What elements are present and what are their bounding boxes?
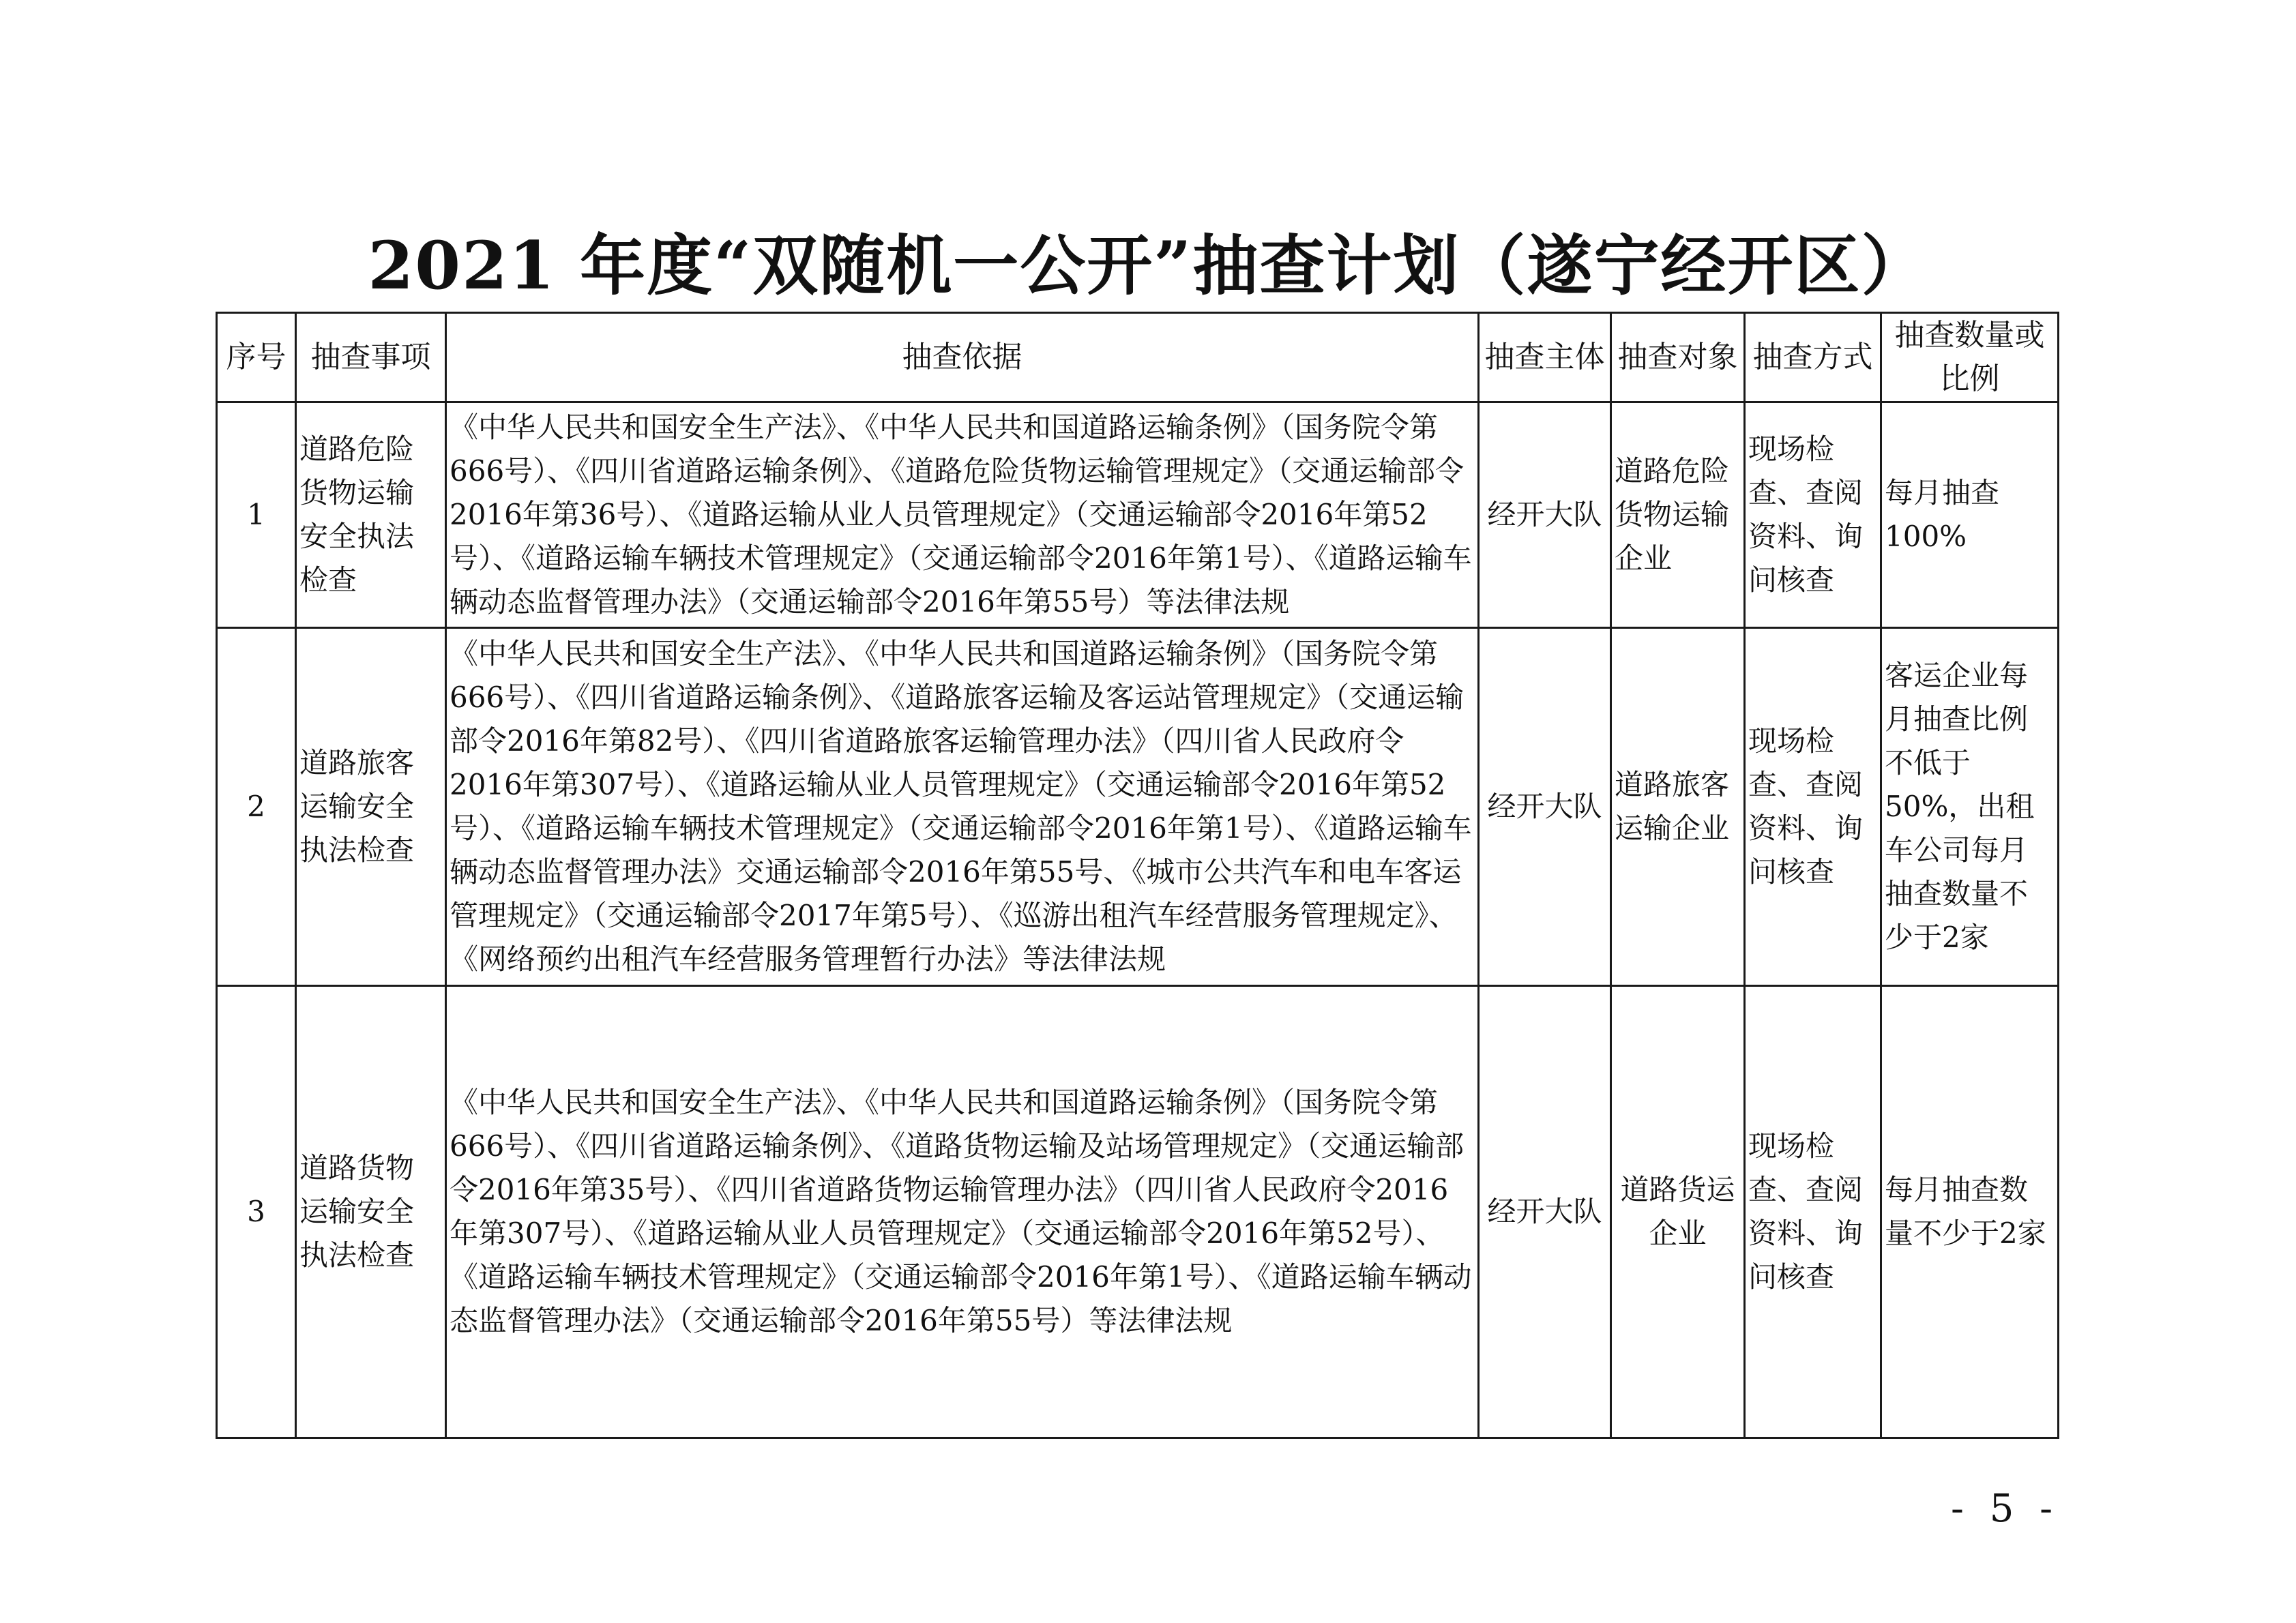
header-mode: 抽查方式 bbox=[1745, 313, 1881, 402]
row-item: 道路危险货物运输安全执法检查 bbox=[296, 402, 446, 628]
row-subject: 经开大队 bbox=[1479, 986, 1611, 1438]
header-index: 序号 bbox=[217, 313, 296, 402]
row-subject: 经开大队 bbox=[1479, 402, 1611, 628]
row-target: 道路旅客运输企业 bbox=[1611, 628, 1745, 986]
row-basis: 《中华人民共和国安全生产法》、《中华人民共和国道路运输条例》（国务院令第666号）、《四川省道路运输条例》、《道路货物运输及站场管理规定》（交通运输部令2016年第35号）、《四川省道路货物运输管理办法》（四川省人民政府令2016年第307号）、《道路运输从业人员管理规定》（交通运输部令2016年第52号）、《道路运输车辆技术管理规定》（交通运输部令2016年第1号）、《道路运输车辆动态监督管理办法》（交通运输部令2016年第55号）等法律法规 bbox=[446, 986, 1479, 1438]
row-subject: 经开大队 bbox=[1479, 628, 1611, 986]
header-subject: 抽查主体 bbox=[1479, 313, 1611, 402]
page-title: 2021 年度“双随机一公开”抽查计划（遂宁经开区） bbox=[368, 227, 1928, 304]
table-row bbox=[217, 402, 2059, 628]
header-target: 抽查对象 bbox=[1611, 313, 1745, 402]
row-index: 3 bbox=[217, 986, 296, 1438]
row-target: 道路危险货物运输企业 bbox=[1611, 402, 1745, 628]
row-basis: 《中华人民共和国安全生产法》、《中华人民共和国道路运输条例》（国务院令第666号）、《四川省道路运输条例》、《道路旅客运输及客运站管理规定》（交通运输部令2016年第82号）、《四川省道路旅客运输管理办法》（四川省人民政府令2016年第307号）、《道路运输从业人员管理规定》（交通运输部令2016年第52号）、《道路运输车辆技术管理规定》（交通运输部令2016年第1号）、《道路运输车辆动态监督管理办法》交通运输部令2016年第55号、《城市公共汽车和电车客运管理规定》（交通运输部令2017年第5号）、《巡游出租汽车经营服务管理规定》、《网络预约出租汽车经营服务管理暂行办法》等法律法规 bbox=[446, 628, 1479, 986]
row-item: 道路货物运输安全执法检查 bbox=[296, 986, 446, 1438]
row-quantity: 客运企业每月抽查比例不低于50%，出租车公司每月抽查数量不少于2家 bbox=[1881, 628, 2059, 986]
row-index: 1 bbox=[217, 402, 296, 628]
header-quantity: 抽查数量或比例 bbox=[1881, 313, 2059, 402]
table-row bbox=[217, 986, 2059, 1438]
row-quantity: 每月抽查100% bbox=[1881, 402, 2059, 628]
table-row bbox=[217, 628, 2059, 986]
row-mode: 现场检查、查阅资料、询问核查 bbox=[1745, 986, 1881, 1438]
table-header-row bbox=[217, 313, 2059, 402]
page-number: - 5 - bbox=[1951, 1487, 2060, 1531]
row-mode: 现场检查、查阅资料、询问核查 bbox=[1745, 402, 1881, 628]
row-target: 道路货运企业 bbox=[1611, 986, 1745, 1438]
row-basis: 《中华人民共和国安全生产法》、《中华人民共和国道路运输条例》（国务院令第666号）、《四川省道路运输条例》、《道路危险货物运输管理规定》（交通运输部令2016年第36号）、《道路运输从业人员管理规定》（交通运输部令2016年第52号）、《道路运输车辆技术管理规定》（交通运输部令2016年第1号）、《道路运输车辆动态监督管理办法》（交通运输部令2016年第55号）等法律法规 bbox=[446, 402, 1479, 628]
header-item: 抽查事项 bbox=[296, 313, 446, 402]
row-item: 道路旅客运输安全执法检查 bbox=[296, 628, 446, 986]
row-quantity: 每月抽查数量不少于2家 bbox=[1881, 986, 2059, 1438]
header-basis: 抽查依据 bbox=[446, 313, 1479, 402]
row-index: 2 bbox=[217, 628, 296, 986]
inspection-plan-table bbox=[216, 312, 2059, 1439]
row-mode: 现场检查、查阅资料、询问核查 bbox=[1745, 628, 1881, 986]
